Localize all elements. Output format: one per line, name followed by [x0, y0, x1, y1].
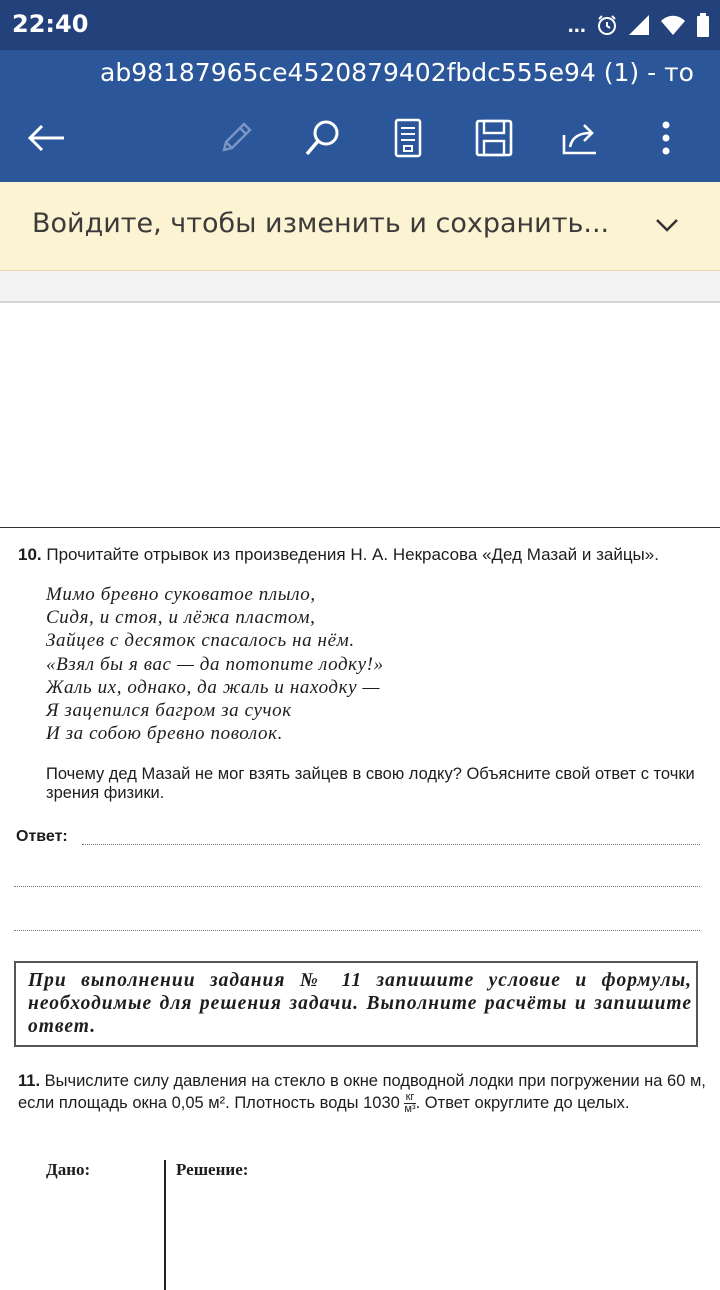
poem-line: Зайцев с десяток спасалось на нём.: [46, 630, 355, 652]
given-label: Дано:: [46, 1160, 91, 1179]
alarm-icon: [596, 14, 618, 36]
mobile-view-button[interactable]: [380, 110, 436, 166]
chevron-down-icon[interactable]: [654, 212, 680, 236]
poem-line: «Взял бы я вас — да потопите лодку!»: [46, 653, 384, 675]
search-icon: [302, 118, 342, 158]
poem-line: Мимо бревно суковатое плыло,: [46, 584, 316, 605]
wifi-icon: [660, 14, 686, 36]
answer-line: [14, 930, 700, 931]
instruction-box: [14, 961, 698, 1047]
sign-in-banner[interactable]: [0, 182, 720, 271]
search-button[interactable]: [294, 110, 350, 166]
battery-icon: [696, 13, 710, 37]
status-bar: [0, 0, 720, 50]
app-bar: [0, 50, 720, 182]
poem-excerpt: [46, 583, 384, 745]
answer-line: [82, 844, 700, 845]
question-10-number: 10.: [18, 545, 42, 564]
edit-button[interactable]: [208, 110, 264, 166]
save-icon: [475, 119, 513, 157]
mobile-view-icon: [394, 118, 422, 158]
signal-icon: [628, 14, 650, 36]
question-11: [18, 1070, 708, 1115]
poem-line: И за собою бревно поволок.: [46, 723, 283, 745]
back-button[interactable]: [18, 110, 74, 166]
document-page: [0, 528, 720, 1280]
unit-denominator: м³: [404, 1103, 416, 1116]
density-unit-fraction: [404, 1092, 415, 1115]
question-11-text: Вычислите силу давления на стекло в окне подводной лодки при погружении на 60 м, если площадь окна 0,05 м². Плотность воды 1030: [18, 1072, 706, 1112]
question-10-heading: [18, 545, 659, 565]
answer-line: [14, 886, 700, 887]
instruction-text: При выполнении задания № 11 запишите условие и формулы, необходимые для решения задачи. Выполните расчёты и запишите ответ.: [28, 970, 692, 1037]
given-solution-divider: [164, 1160, 166, 1290]
question-11-text-end: . Ответ округлите до целых.: [415, 1094, 630, 1112]
poem-line: Сидя, и стоя, и лёжа пластом,: [46, 607, 316, 629]
document-title: ab98187965ce4520879402fbdc555e94 (1) - то: [100, 58, 694, 87]
poem-line: Я зацепился багром за сучок: [46, 700, 292, 722]
question-10-prompt: Почему дед Мазай не мог взять зайцев в свою лодку? Объясните свой ответ с точки зрения физики.: [46, 765, 695, 802]
page-gap: [0, 271, 720, 303]
share-icon: [560, 119, 600, 157]
more-options-button[interactable]: [638, 110, 694, 166]
question-11-number: 11.: [18, 1072, 41, 1090]
more-options-icon: [661, 120, 671, 156]
clock: 22:40: [12, 10, 89, 38]
answer-label: Ответ:: [16, 828, 68, 845]
share-button[interactable]: [552, 110, 608, 166]
edit-pencil-icon: [218, 120, 254, 156]
question-10-text: Прочитайте отрывок из произведения Н. А. Некрасова «Дед Мазай и зайцы».: [46, 545, 659, 564]
status-icons: [568, 8, 710, 42]
save-button[interactable]: [466, 110, 522, 166]
poem-line: Жаль их, однако, да жаль и находку —: [46, 676, 380, 698]
more-notifications: ...: [567, 12, 586, 37]
sign-in-message: Войдите, чтобы изменить и сохранить...: [32, 208, 610, 239]
back-arrow-icon: [26, 123, 66, 153]
solution-label: Решение:: [176, 1160, 249, 1179]
unit-numerator: кг: [405, 1091, 415, 1104]
